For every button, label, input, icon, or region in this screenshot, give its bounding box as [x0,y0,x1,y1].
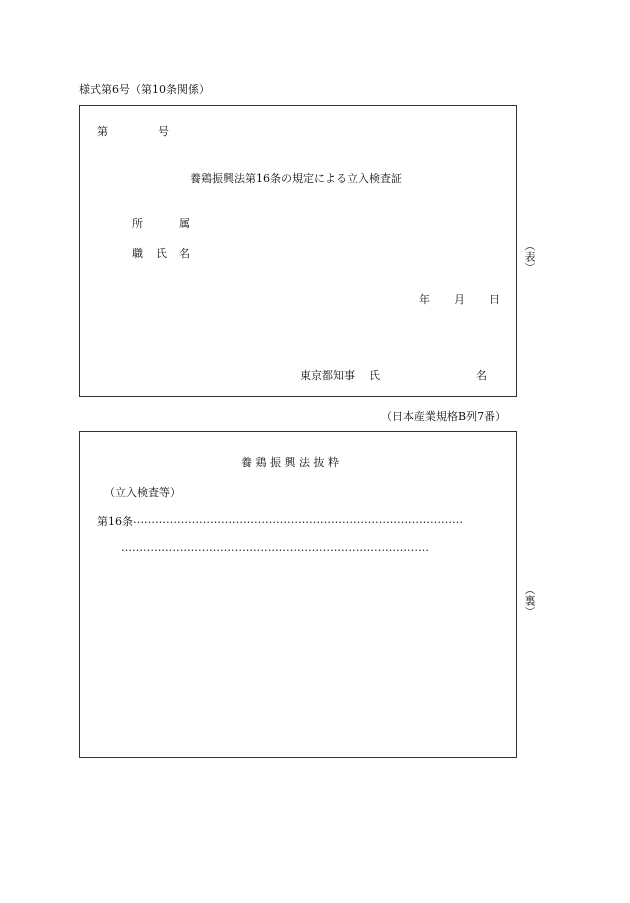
issuer-name-char2: 名 [476,369,487,382]
affiliation-label-char2: 属 [179,217,190,230]
certificate-title: 養鶏振興法第16条の規定による立入検査証 [190,172,402,185]
issuer: 東京都知事 [300,369,355,382]
article-label: 第16条 [97,515,133,528]
name-label-char3: 名 [179,247,190,260]
article-dots-line2: ………………………………………………………………………… [121,541,429,554]
date-month: 月 [454,293,465,306]
card-back [79,431,517,758]
number-suffix: 号 [158,125,169,138]
excerpt-title: 養 鶏 振 興 法 抜 粋 [241,456,339,469]
front-side-label: （表） [523,240,536,273]
issuer-name-char1: 氏 [369,369,380,382]
date-day: 日 [489,293,500,306]
name-label-char2: 氏 [156,247,167,260]
date-year: 年 [419,293,430,306]
section-heading: （立入検査等） [104,486,181,499]
article-dots-line1: ……………………………………………………………………………… [133,513,463,526]
card-front [79,105,517,397]
name-label-char1: 職 [132,247,143,260]
size-note: （日本産業規格B列7番） [381,410,507,423]
back-side-label: （裏） [523,584,536,617]
number-prefix: 第 [97,125,108,138]
affiliation-label-char1: 所 [132,217,143,230]
form-title: 様式第6号（第10条関係） [79,83,210,96]
